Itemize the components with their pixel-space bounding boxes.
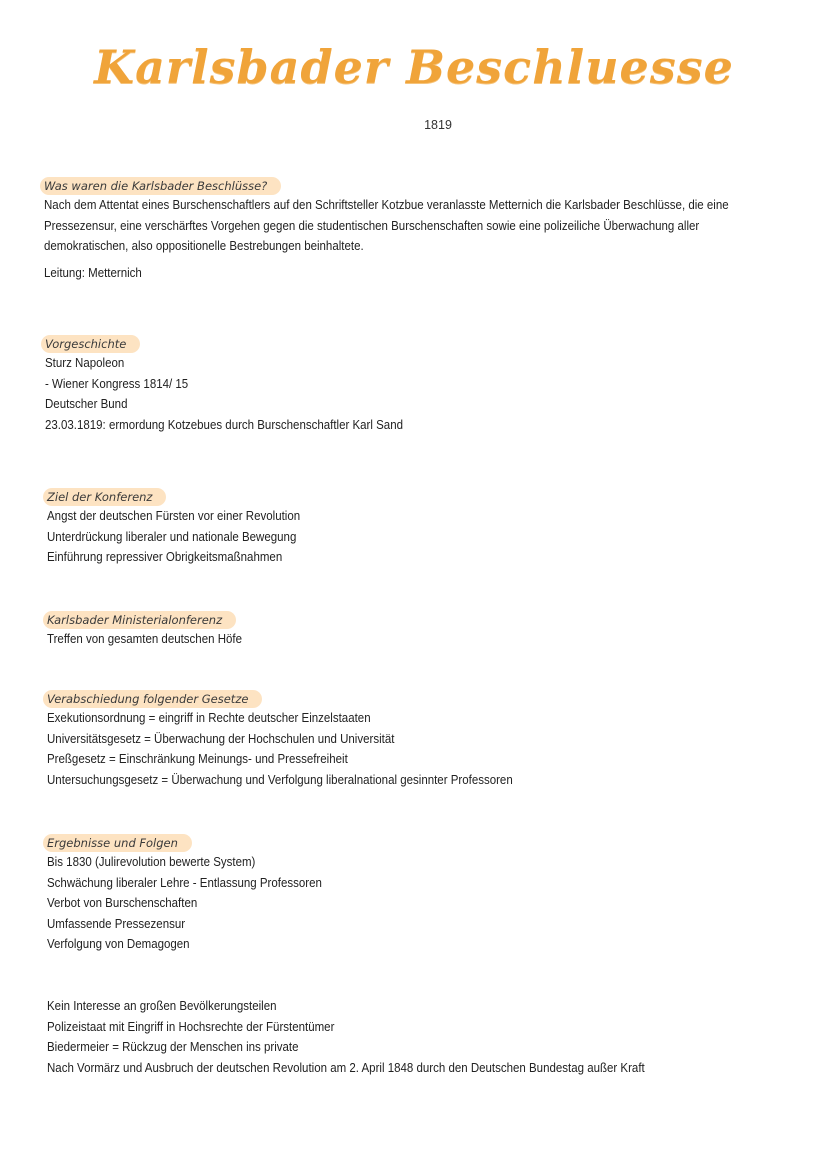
section-paragraph: Nach dem Attentat eines Burschenschaftlers auf den Schriftsteller Kotzbue veranlasste Metternich die Karlsbader Beschlüsse, die eine Pressezensur, eine verschärftes Vorgehen gegen die studentischen Burschenschaften sowie eine polizeiliche Überwachung aller demokratischen, also oppositionelle Bestrebungen beinhaltete. [44, 198, 729, 254]
list-item: Untersuchungsgesetz = Überwachung und Verfolgung liberalnational gesinnter Professoren [47, 772, 513, 787]
list-item: Kein Interesse an großen Bevölkerungsteilen [47, 999, 277, 1013]
list-item: Deutscher Bund [45, 397, 128, 412]
list-item: Bis 1830 (Julirevolution bewerte System) [47, 855, 256, 869]
list-item: Umfassende Pressezensur [47, 916, 186, 931]
section-heading: Karlsbader Ministerialonferenz [43, 611, 236, 629]
leitung-line: Leitung: Metternich [44, 265, 142, 280]
section-heading: Ergebnisse und Folgen [43, 834, 192, 852]
list-item: Einführung repressiver Obrigkeitsmaßnahmen [47, 550, 283, 565]
section-heading: Vorgeschichte [41, 335, 140, 353]
section-was-waren [44, 177, 828, 283]
list-item: Verfolgung von Demagogen [47, 937, 190, 952]
list-item: Unterdrückung liberaler und nationale Bewegung [47, 529, 297, 544]
section-ministerialkonferenz [47, 611, 259, 650]
section-heading: Was waren die Karlsbader Beschlüsse? [40, 177, 281, 195]
section-vorgeschichte [45, 335, 434, 435]
year-subtitle: 1819 [424, 118, 452, 132]
list-item: Preßgesetz = Einschränkung Meinungs- und Pressefreiheit [47, 752, 348, 767]
list-item: Verbot von Burschenschaften [47, 896, 198, 911]
list-item: - Wiener Kongress 1814/ 15 [45, 376, 189, 391]
section-ergebnisse [47, 834, 346, 955]
list-item: Universitätsgesetz = Überwachung der Hochschulen und Universität [47, 731, 395, 746]
section-gesetze [47, 690, 553, 790]
list-item: Schwächung liberaler Lehre - Entlassung Professoren [47, 875, 322, 890]
list-item: Sturz Napoleon [45, 356, 125, 370]
section-heading: Verabschiedung folgender Gesetze [43, 690, 262, 708]
list-item: Treffen von gesamten deutschen Höfe [47, 632, 242, 646]
list-item: Exekutionsordnung = eingriff in Rechte deutscher Einzelstaaten [47, 711, 371, 725]
list-item: Nach Vormärz und Ausbruch der deutschen Revolution am 2. April 1848 durch den Deutschen Bundestag außer Kraft [47, 1060, 645, 1075]
list-item: Angst der deutschen Fürsten vor einer Revolution [47, 509, 301, 523]
section-heading: Ziel der Konferenz [43, 488, 166, 506]
list-item: Biedermeier = Rückzug der Menschen ins private [47, 1040, 299, 1055]
page-title: Karlsbader Beschluesse [94, 40, 734, 94]
list-item: Polizeistaat mit Eingriff in Hochsrechte der Fürstentümer [47, 1019, 335, 1034]
list-item: 23.03.1819: ermordung Kotzebues durch Burschenschaftler Karl Sand [45, 417, 404, 432]
section-folgen-weitere [47, 996, 697, 1078]
section-ziel [47, 488, 322, 568]
